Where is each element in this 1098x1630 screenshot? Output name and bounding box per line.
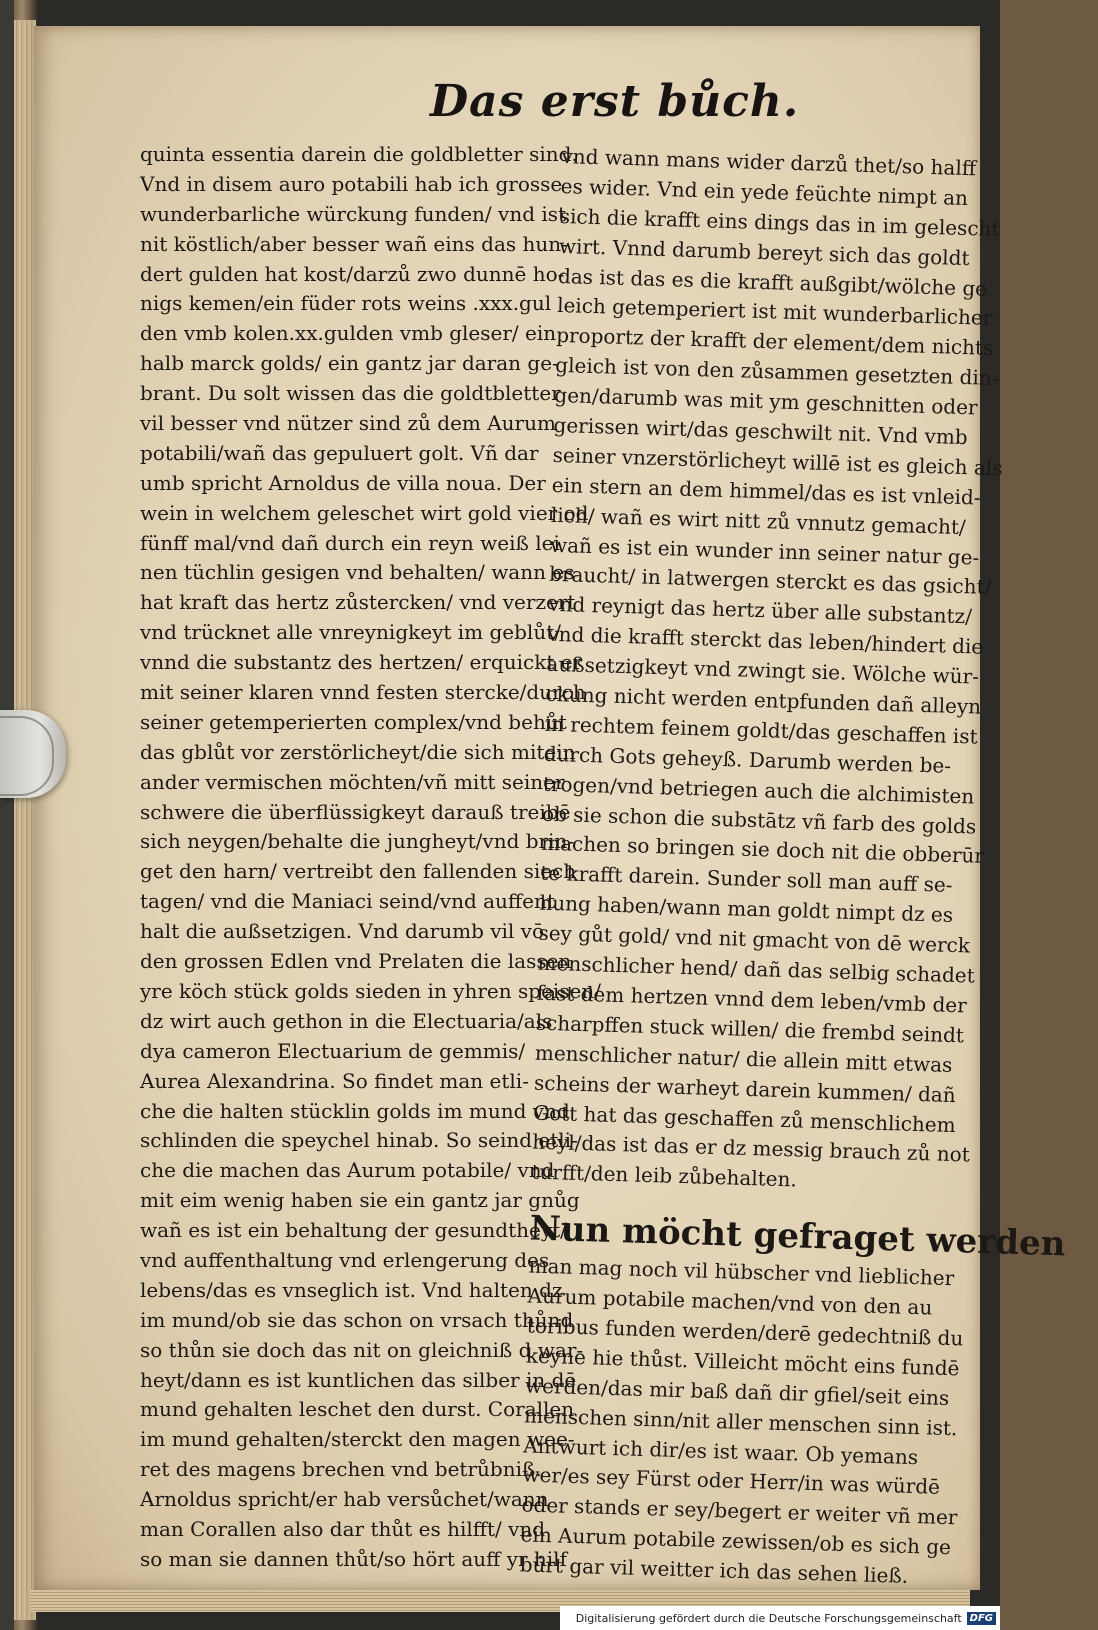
- text-line: vnnd die substantz des hertzen/ erquickt er: [140, 650, 583, 675]
- text-line: lich/ wañ es wirt nitt zů vnnutz gemacht/: [550, 502, 967, 539]
- text-line: sey gůt gold/ vnd nit gmacht von dē werck: [538, 920, 971, 958]
- text-line: Gott hat das geschaffen zů menschlichem: [532, 1100, 957, 1137]
- right-column: [519, 142, 1066, 1592]
- text-line: dz wirt auch gethon in die Electuaria/als: [140, 1008, 553, 1033]
- text-line: mit seiner klaren vnnd festen stercke/durch: [140, 680, 586, 705]
- text-line: ander vermischen möchten/vñ mitt seiner: [140, 769, 565, 794]
- text-line: oder stands er sey/begert er weiter vñ mer: [521, 1492, 958, 1530]
- text-line: te krafft darein. Sunder soll man auff se-: [539, 861, 953, 898]
- text-line: menschlicher natur/ die allein mitt etwas: [534, 1040, 953, 1077]
- text-line: menschlicher hend/ dañ das selbig schadet: [537, 950, 976, 988]
- text-line: che die halten stücklin golds im mund vnd: [140, 1098, 570, 1123]
- text-line: sich neygen/behalte die jungheyt/vnd brin-: [140, 829, 575, 854]
- text-line: Aurea Alexandrina. So findet man etli-: [140, 1068, 529, 1093]
- text-line: nen tüchlin gesigen vnd behalten/ wann es: [140, 560, 575, 585]
- text-line: dert gulden hat kost/darzů zwo dunnē ho-: [140, 261, 565, 286]
- dfg-logo: DFG: [967, 1612, 996, 1625]
- text-line: che die machen das Aurum potabile/ vnd: [140, 1158, 555, 1183]
- text-line: ein Aurum potabile zewissen/ob es sich ge: [520, 1522, 952, 1560]
- text-line: tagen/ vnd die Maniaci seind/vnd auffent: [140, 889, 555, 914]
- text-line: mit eim wenig haben sie ein gantz jar gnůg: [140, 1188, 580, 1213]
- text-line: das ist das es die krafft außgibt/wölche ge: [557, 263, 988, 301]
- text-line: brant. Du solt wissen das die goldtbletter: [140, 381, 561, 406]
- text-line: scharpffen stuck willen/ die frembd seindt: [535, 1010, 965, 1048]
- text-line: vnd reynigt das hertz über alle substantz/: [547, 592, 973, 629]
- text-line: werden/das mir baß dañ dir gfiel/seit eins: [524, 1373, 950, 1410]
- text-line: hung haben/wann man goldt nimpt dz es: [539, 890, 954, 928]
- text-line: so man sie dannen thůt/so hört auff yr hilf: [140, 1546, 567, 1571]
- text-line: Vnd in disem auro potabili hab ich grosse: [140, 171, 563, 196]
- text-line: keyne hie thůst. Villeicht möcht eins fundē: [525, 1343, 960, 1381]
- text-line: braucht/ in latwergen sterckt es das gsicht/: [548, 562, 992, 600]
- text-line: man Corallen also dar thůt es hilfft/ vnd: [140, 1516, 546, 1541]
- text-line: im mund/ob sie das schon on vrsach thůnd: [140, 1307, 574, 1332]
- text-line: wein in welchem geleschet wirt gold vier od: [140, 500, 589, 525]
- text-line: scheins der warheyt darein kummen/ dañ: [533, 1070, 957, 1107]
- text-line: dya cameron Electuarium de gemmis/: [140, 1038, 526, 1063]
- text-line: vil besser vnd nützer sind zů dem Aurum: [140, 411, 556, 436]
- text-line: seiner getemperierten complex/vnd behůt: [140, 709, 567, 734]
- text-line: halt die außsetzigen. Vnd darumb vil vō: [140, 919, 545, 944]
- text-line: so thůn sie doch das nit on gleichniß d war-: [140, 1337, 584, 1362]
- text-line: nit köstlich/aber besser wañ eins das hun-: [140, 231, 568, 256]
- text-line: wirt. Vnnd darumb bereyt sich das goldt: [558, 233, 970, 270]
- text-line: seiner vnzerstörlicheyt willē ist es gleich als: [552, 442, 1003, 481]
- text-line: sich die krafft eins dings das in im gelescht: [559, 203, 1000, 241]
- text-line: nigs kemen/ein füder rots weins .xxx.gul: [140, 291, 552, 316]
- page-clip-outline: [0, 716, 54, 796]
- text-line: turfft/den leib zůbehalten.: [531, 1159, 798, 1192]
- text-line: umb spricht Arnoldus de villa noua. Der: [140, 470, 546, 495]
- text-line: Aurum potabile machen/vnd von den au: [527, 1283, 933, 1320]
- text-line: vnd die krafft sterckt das leben/hindert die: [547, 622, 984, 659]
- text-line: das gblůt vor zerstörlicheyt/die sich mitein: [140, 739, 576, 764]
- text-line: yre köch stück golds sieden in yhren speisen/: [140, 978, 602, 1003]
- text-line: hat kraft das hertz zůstercken/ vnd verzert: [140, 590, 576, 615]
- text-line: potabili/wañ das gepuluert golt. Vñ dar: [140, 440, 539, 465]
- text-line: menschen sinn/nit aller menschen sinn ist.: [523, 1403, 958, 1440]
- text-line: mund gehalten leschet den durst. Corallen: [140, 1397, 575, 1422]
- text-line: wer/es sey Fürst oder Herr/in was würdē: [522, 1462, 941, 1500]
- footer-credit: [560, 1606, 1000, 1630]
- text-line: gen/darumb was mit ym geschnitten oder: [554, 383, 978, 420]
- text-line: fünff mal/vnd dañ durch ein reyn weiß lei: [140, 530, 560, 555]
- text-line: proportz der krafft der element/dem nichts: [555, 323, 994, 361]
- text-line: vnd auffenthaltung vnd erlengerung des: [140, 1247, 550, 1272]
- book-fore-edge-left: [14, 20, 36, 1620]
- text-line: heyl/das ist das er dz messig brauch zů not: [531, 1129, 971, 1167]
- text-line: fast dem hertzen vnnd dem leben/vmb der: [536, 980, 968, 1018]
- text-line: toribus funden werden/derē gedechtniß du: [526, 1313, 964, 1351]
- text-line: in rechtem feinem goldt/das geschaffen ist: [544, 711, 978, 749]
- text-line: trogen/vnd betriegen auch die alchimisten: [542, 771, 975, 809]
- text-line: heyt/dann es ist kuntlichen das silber in dē: [140, 1367, 577, 1392]
- text-line: ein stern an dem himmel/das es ist vnleid-: [551, 472, 981, 510]
- text-line: wañ es ist ein behaltung der gesundtheyt/: [140, 1218, 567, 1243]
- left-column: [140, 140, 602, 1575]
- text-line: es wider. Vnd ein yede feüchte nimpt an: [560, 173, 969, 210]
- text-line: ckung nicht werden entpfunden dañ alleyn: [545, 681, 982, 719]
- text-line: wañ es ist ein wunder inn seiner natur ge-: [549, 532, 980, 570]
- text-line: den grossen Edlen vnd Prelaten die lassen: [140, 949, 572, 974]
- text-line: vnd trücknet alle vnreynigkeyt im geblůt/: [140, 620, 561, 645]
- text-line: durch Gots geheyß. Darumb werden be-: [543, 741, 952, 778]
- text-line: get den harn/ vertreibt den fallenden siech: [140, 859, 577, 884]
- text-line: gleich ist von den zůsammen gesetzten din-: [555, 353, 999, 391]
- text-line: schwere die überflüssigkeyt darauß treibē: [140, 799, 571, 824]
- text-line: bürt gar vil weitter ich das sehen ließ.: [519, 1552, 909, 1588]
- text-line: machen so bringen sie doch nit die obberūr: [540, 831, 985, 869]
- footer-text: Digitalisierung gefördert durch die Deutsche Forschungsgemeinschaft: [575, 1611, 962, 1625]
- text-line: den vmb kolen.xx.gulden vmb gleser/ ein: [140, 321, 557, 346]
- text-line: Antwurt ich dir/es ist waar. Ob yemans: [522, 1432, 919, 1469]
- text-line: schlinden die speychel hinab. So seind etli-: [140, 1128, 578, 1153]
- running-head: Das erst bůch.: [430, 76, 800, 127]
- text-line: ob sie schon die substātz vñ farb des golds: [541, 801, 977, 839]
- text-line: halb marck golds/ ein gantz jar daran ge-: [140, 351, 559, 376]
- text-line: man mag noch vil hübscher vnd lieblicher: [528, 1253, 955, 1291]
- text-line: lebens/das es vnseglich ist. Vnd halten dz: [140, 1277, 563, 1302]
- text-line: im mund gehalten/sterckt den magen wee-: [140, 1427, 575, 1452]
- text-line: quinta essentia darein die goldbletter sind.: [140, 142, 578, 166]
- text-line: leich getemperiert ist mit wunderbarlicher: [556, 293, 993, 331]
- text-line: Arnoldus spricht/er hab versůchet/wann: [140, 1487, 549, 1512]
- text-line: außsetzigkeyt vnd zwingt sie. Wölche wür-: [546, 651, 980, 689]
- text-line: vnd wann mans wider darzů thet/so halff: [561, 143, 977, 181]
- section-heading: Nun möcht gefraget werden: [529, 1208, 1066, 1265]
- text-line: ret des magens brechen vnd betrůbniß.: [140, 1457, 542, 1482]
- text-line: gerissen wirt/das geschwilt nit. Vnd vmb: [553, 412, 969, 450]
- text-line: wunderbarliche würckung funden/ vnd ist: [140, 201, 567, 226]
